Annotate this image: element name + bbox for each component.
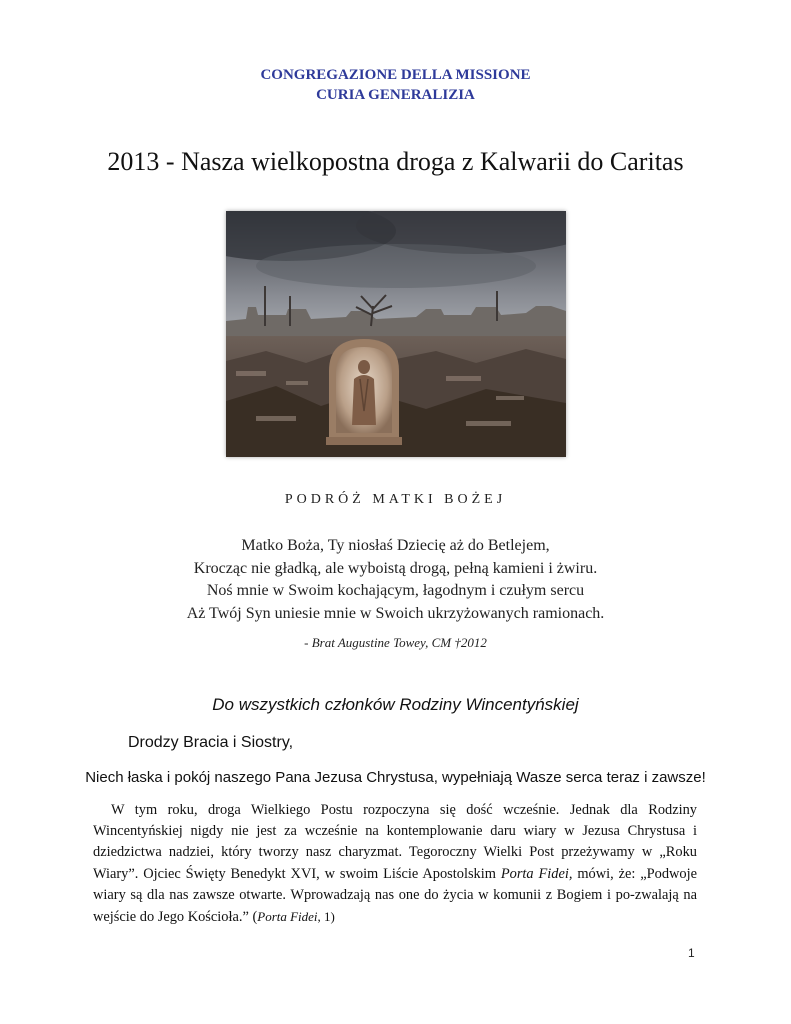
poem-line: Matko Boża, Ty niosłaś Dziecię aż do Betlejem, (241, 537, 550, 554)
poem-body (0, 535, 791, 625)
letter-paragraph (93, 800, 697, 928)
statue-in-ruins-photo (226, 211, 566, 457)
poem-attribution: - Brat Augustine Towey, CM †2012 (304, 635, 487, 650)
letter-blessing: Niech łaska i pokój naszego Pana Jezusa Chrystusa, wypełniają Wasze serca teraz i zawsze! (85, 769, 706, 786)
page-number: 1 (688, 946, 695, 960)
poem-line: Aż Twój Syn uniesie mnie w Swoich ukrzyżowanych ramionach. (186, 604, 605, 622)
poem-line: Noś mnie w Swoim kochającym, łagodnym i czułym sercu (206, 582, 585, 599)
paragraph-text: W tym roku, droga Wielkiego Postu rozpoczyna się dość wcześnie. Jednak dla Rodziny Wincentyńskiej nigdy nie jest za wcześnie na kontemplowanie daru wiary w Jezusa Chrystusa i dziedzictwa nadziei, który tworzy nasz charyzmat. Tegoroczny Wielki Post przeżywamy w „Roku Wiary”. Ojciec Święty Benedykt XVI, w swoim Liście Apostolskim (93, 802, 697, 882)
header-line-congregation: CONGREGAZIONE DELLA MISSIONE (260, 67, 531, 83)
letter-greeting: Drodzy Bracia i Siostry, (128, 734, 294, 751)
paragraph-citation: Porta Fidei, (500, 865, 573, 882)
document-title: 2013 - Nasza wielkopostna droga z Kalwarii do Caritas (107, 147, 684, 176)
paragraph-text: mówi, że: „Podwoje wiary są dla nas zawsze otwarte. Wprowadzają nas one do życia w komunii z Bogiem i po-zwalają na wejście do Jego Kościoła.” ( (93, 865, 697, 926)
letter-salutation: Do wszystkich członków Rodziny Wincentyńskiej (212, 695, 579, 714)
header-line-curia: CURIA GENERALIZIA (316, 87, 475, 103)
paragraph-citation: Porta Fidei (257, 909, 318, 925)
paragraph-text: , 1) (317, 909, 335, 925)
poem-line: Krocząc nie gładką, ale wyboistą drogą, pełną kamieni i żwiru. (193, 559, 598, 577)
poem-title: PODRÓŻ MATKI BOŻEJ (284, 492, 507, 507)
